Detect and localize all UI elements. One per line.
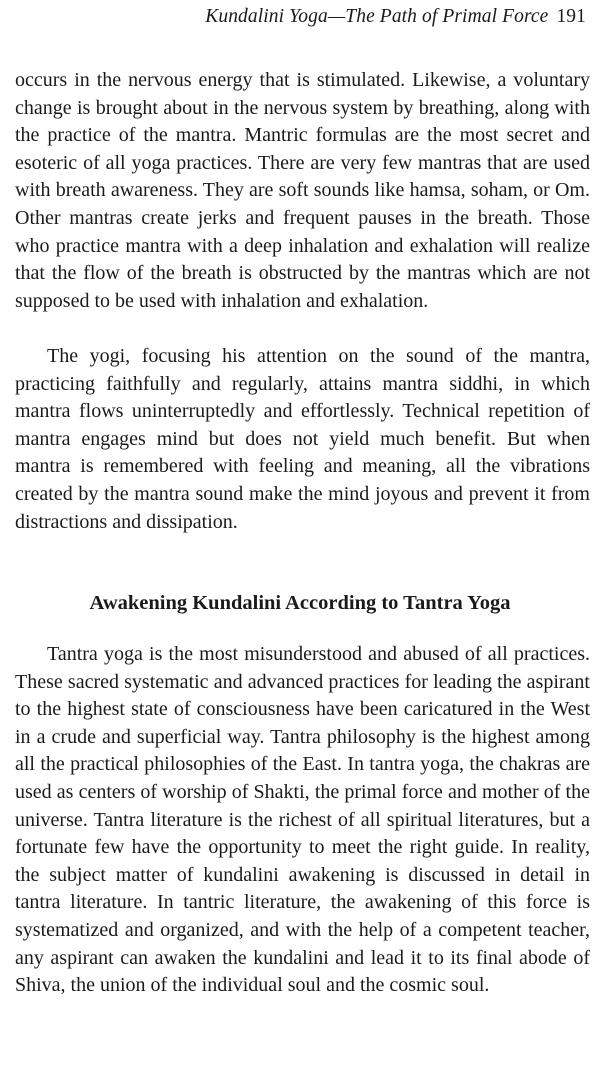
section-heading: Awakening Kundalini According to Tantra Yoga [89,592,511,614]
running-title: Kundalini Yoga—The Path of Primal Force [205,6,549,27]
running-header [205,6,586,28]
page-number: 191 [556,6,586,27]
body-paragraph-2: The yogi, focusing his attention on the sound of the mantra, practicing faithfully and regularly, attains mantra siddhi, in which mantra flows uninterruptedly and effortlessly. Technical repetition of mantra engages mind but does not yield much benefit. But when mantra is remembered with feeling and meaning, all the vibrations created by the mantra sound make the mind joyous and prevent it from distractions and dissipation. [15,345,590,533]
body-paragraph-3: Tantra yoga is the most misunderstood and abused of all practices. These sacred systematic and advanced practices for leading the aspirant to the highest state of consciousness have been caricatured in the West in a crude and superficial way. Tantra philosophy is the highest among all the practical philosophies of the East. In tantra yoga, the chakras are used as centers of worship of Shakti, the primal force and mother of the universe. Tantra literature is the richest of all spiritual literatures, but a fortunate few have the opportunity to meet the right guide. In reality, the subject matter of kundalini awakening is discussed in detail in tantra literature. In tantric literature, the awakening of this force is systematized and organized, and with the help of a competent teacher, any aspirant can awaken the kundalini and lead it to its final abode of Shiva, the union of the individual soul and the cosmic soul. [15,643,590,997]
body-paragraph-1: occurs in the nervous energy that is stimulated. Likewise, a voluntary change is brought about in the nervous system by breathing, along with the practice of the mantra. Mantric formulas are the most secret and esoteric of all yoga practices. There are very few mantras that are used with breath awareness. They are soft sounds like hamsa, soham, or Om. Other mantras create jerks and frequent pauses in the breath. Those who practice mantra with a deep inhalation and exhalation will realize that the flow of the breath is obstructed by the mantras which are not supposed to be used with inhalation and exhalation. [15,69,590,312]
